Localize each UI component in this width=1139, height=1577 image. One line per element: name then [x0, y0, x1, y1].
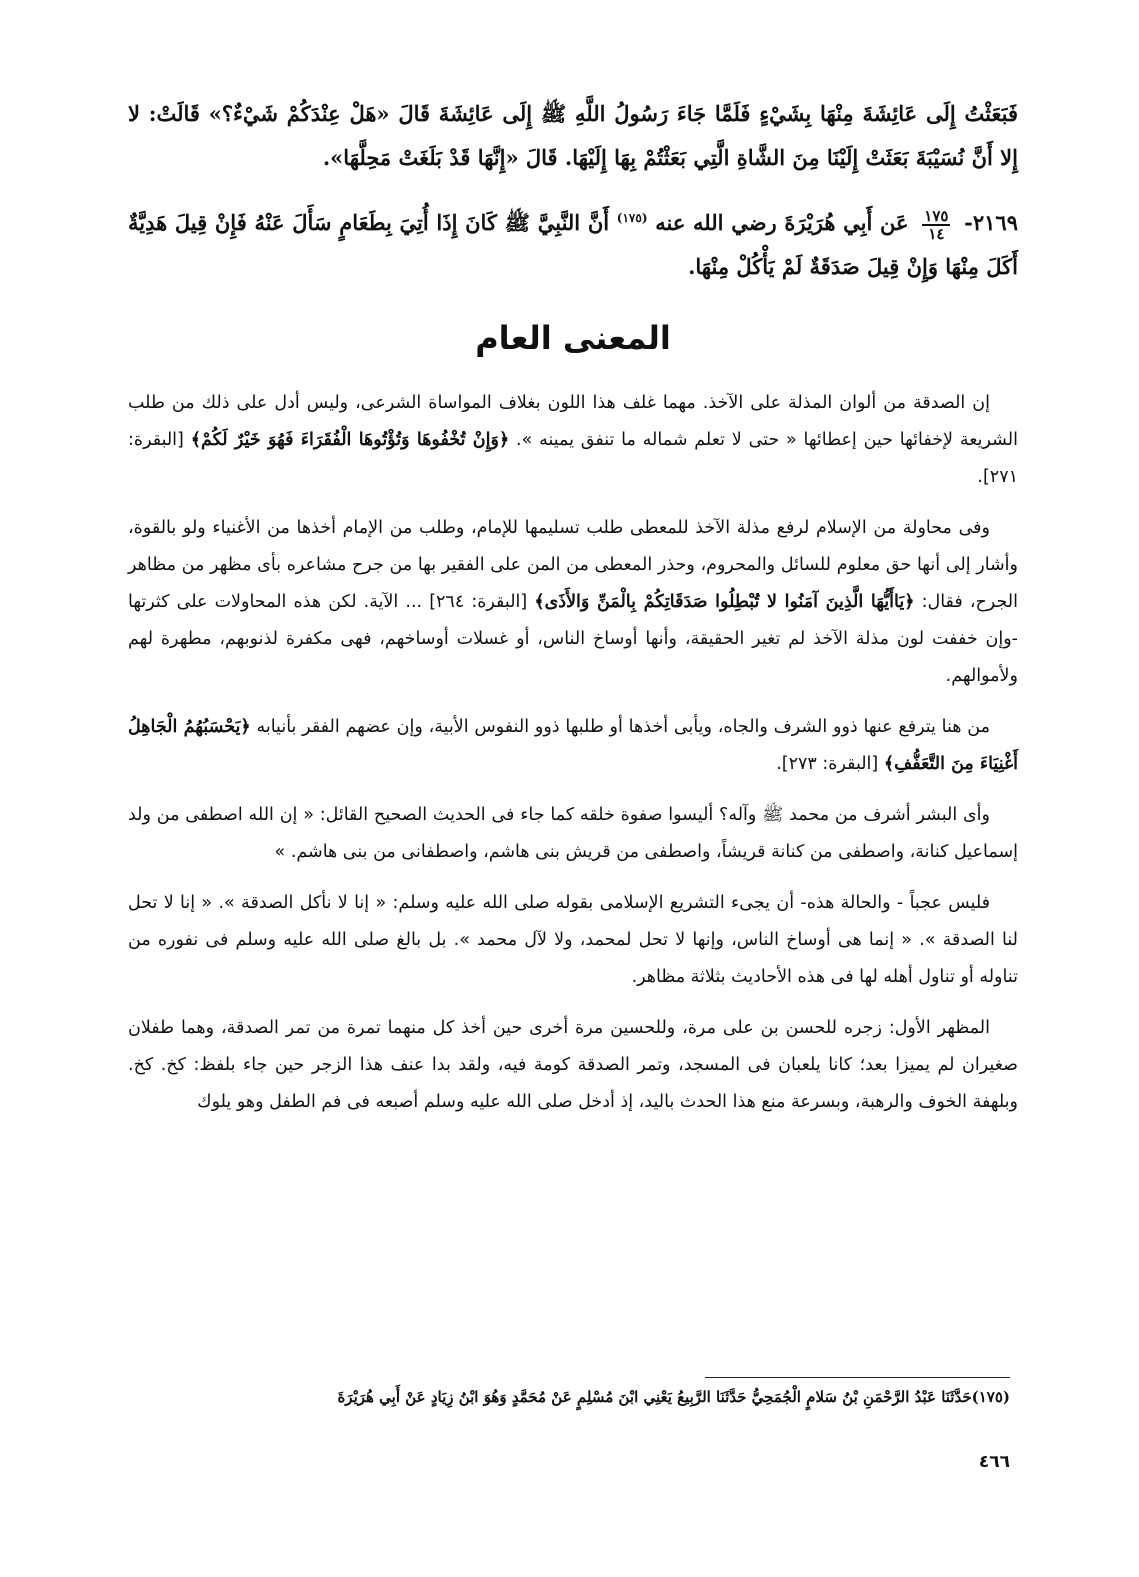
paragraph-1 — [128, 385, 1018, 496]
paragraph-4: وأى البشر أشرف من محمد ﷺ وآله؟ أليسوا صفوة خلقه كما جاء فى الحديث الصحيح القائل: « إن الله اصطفى من ولد إسماعيل كنانة، واصطفى من كنانة قريشاً، واصطفى من قريش بنى هاشم، واصطفانى من بنى هاشم. » — [128, 805, 1018, 862]
footnote-divider — [705, 1377, 1010, 1378]
paragraph-5: فليس عجباً - والحالة هذه- أن يجىء التشريع الإسلامى بقوله صلى الله عليه وسلم: « إنا لا نأكل الصدقة ». « إنا لا تحل لنا الصدقة ». « إنما هى أوساخ الناس، وإنها لا تحل لمحمد، ولا لآل محمد ». بل بالغ صلى الله عليه وسلم فى نفوره من تناوله أو تناول أهله لها فى هذه الأحاديث بثلاثة مظاهر. — [128, 893, 1018, 987]
paragraph-text-continued: لكن هذه المحاولات على كثرتها -وإن خففت لون مذلة الآخذ لم تغير الحقيقة، وأنها أوساخ الناس، أو غسلات أوساخهم، فهى مكفرة لذنوبهم، مطهرة لهم ولأموالهم. — [128, 592, 1018, 686]
verse-reference: [البقرة: ٢٦٤] ... الآية. — [363, 592, 528, 612]
paragraph-text: من هنا يترفع عنها ذوو الشرف والجاه، ويأبى أخذها أو طلبها ذوو النفوس الأبية، وإن عضهم الفقر بأنيابه — [256, 717, 990, 737]
hadith-2169 — [128, 196, 1018, 289]
quran-verse: ﴿وَإِنْ تُخْفُوهَا وَتُؤْتُوهَا الْفُقَرَاءَ فَهُوَ خَيْرٌ لَكُمْ﴾ — [190, 430, 510, 450]
verse-reference: [البقرة: ٢٧٣]. — [776, 754, 879, 774]
fraction-bottom: ١٤ — [928, 224, 945, 243]
hadith-number: ٢١٦٩- — [964, 210, 1018, 235]
hadith-continuation: فَبَعَثْتُ إِلَى عَائِشَةَ مِنْهَا بِشَيْءٍ فَلَمَّا جَاءَ رَسُولُ اللَّهِ ﷺ إِلَى عَائِشَةَ قَالَ «هَلْ عِنْدَكُمْ شَيْءٌ؟» قَالَتْ: لا إِلا أَنَّ نُسَيْبَةَ بَعَثَتْ إِلَيْنَا مِنَ الشَّاةِ الَّتِي بَعَثْتُمْ بِهَا إِلَيْهَا. قَالَ «إِنَّهَا قَدْ بَلَغَتْ مَحِلَّهَا». — [128, 101, 1018, 170]
page-number: ٤٦٦ — [978, 1452, 1010, 1472]
paragraph-3 — [128, 709, 1018, 783]
hadith-cross-reference — [922, 208, 950, 242]
footnote-175: (١٧٥)حَدَّثَنَا عَبْدُ الرَّحْمَنِ بْنُ سَلامٍ الْجُمَحِيُّ حَدَّثَنَا الرَّبِيعُ يَعْنِي ابْنَ مُسْلِمٍ عَنْ مُحَمَّدٍ وَهُوَ ابْنُ زِيَادٍ عَنْ أَبِي هُرَيْرَةَ — [337, 1388, 1010, 1406]
quran-verse: ﴿يَحْسَبُهُمُ الْجَاهِلُ أَغْنِيَاءَ مِنَ التَّعَفُّفِ﴾ — [128, 717, 1018, 774]
hadith-text-start: عَن أَبِي هُرَيْرَةَ رضي الله عنه — [655, 210, 909, 235]
paragraph-6: المظهر الأول: زجره للحسن بن على مرة، وللحسين مرة أخرى حين أخذ كل منهما تمرة من تمر الصدقة، وهما طفلان صغيران لم يميزا بعد؛ كانا يلعبان فى المسجد، وتمر الصدقة كومة فيه، ولقد بدا عنف هذا الزجر حين جاء بلفظ: كخ. كخ. وبلهفة الخوف والرهبة، وبسرعة منع هذا الحدث باليد، إذ أدخل صلى الله عليه وسلم أصبعه فى فم الطفل وهو يلوك — [128, 1018, 1018, 1112]
quran-verse: ﴿يَاأَيُّهَا الَّذِينَ آمَنُوا لا تُبْطِلُوا صَدَقَاتِكُمْ بِالْمَنِّ وَالأَذَى﴾ — [534, 592, 915, 612]
page-body — [128, 92, 1018, 1135]
section-heading: المعنى العام — [475, 319, 671, 357]
fraction-top: ١٧٥ — [924, 206, 949, 225]
paragraph-text: وفى محاولة من الإسلام لرفع مذلة الآخذ للمعطى طلب تسليمها للإمام، وطلب من الإمام أخذها من الأغنياء ولو بالقوة، وأشار إلى أنها حق معلوم للسائل والمحروم، وحذر المعطى من المن على الفقير بها من جرح مشاعره بأى مظهر من مظاهر الجرح، فقال: — [128, 518, 1018, 612]
paragraph-2 — [128, 510, 1018, 695]
paragraph-text: إن الصدقة من ألوان المذلة على الآخذ. مهما غلف هذا اللون بغلاف المواساة الشرعى، وليس أدل على ذلك من طلب الشريعة لإخفائها حين إعطائها « حتى لا تعلم شماله ما تنفق يمينه ». — [128, 393, 1018, 450]
hadith-text-end: أَنَّ النَّبِيَّ ﷺ كَانَ إِذَا أُتِيَ بِطَعَامٍ سَأَلَ عَنْهُ فَإِنْ قِيلَ هَدِيَّةٌ أَكَلَ مِنْهَا وَإِنْ قِيلَ صَدَقَةٌ لَمْ يَأْكُلْ مِنْهَا. — [128, 210, 1018, 279]
footnote-reference[interactable]: (١٧٥) — [616, 211, 648, 225]
verse-reference: [البقرة: ٢٧١]. — [128, 430, 1018, 487]
